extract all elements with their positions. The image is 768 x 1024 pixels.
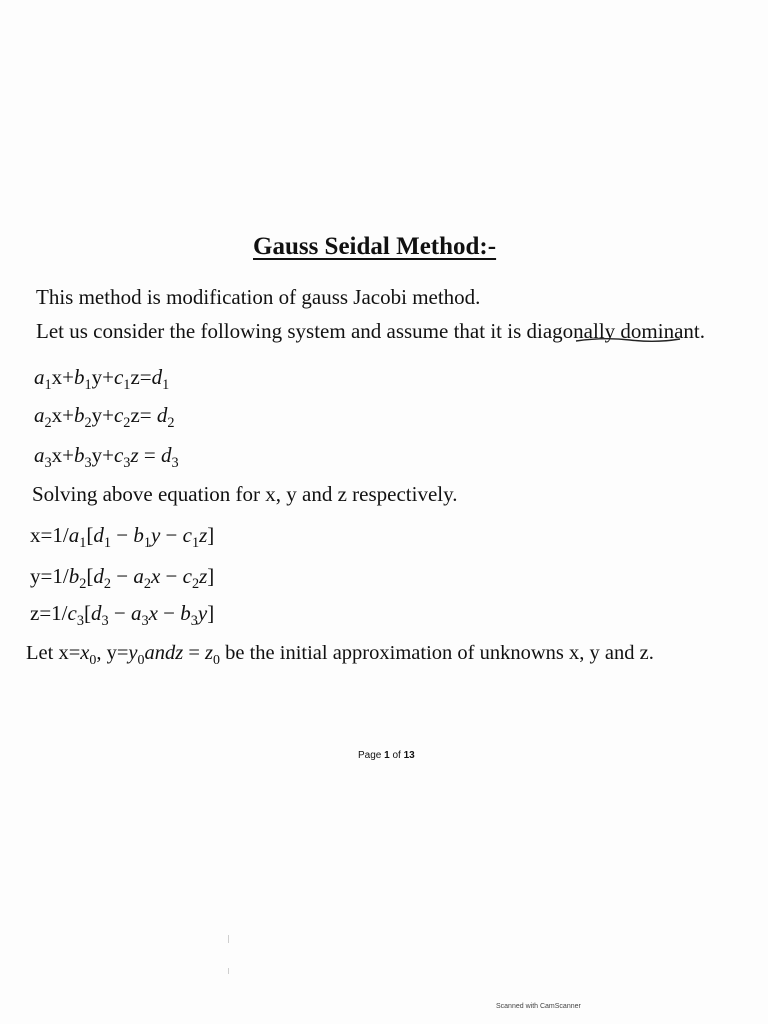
consider-underlined-1: gonally — [552, 319, 616, 343]
solution-x: $x=1/a_1[d_1 - b_1y - c_1z]$ — [30, 523, 215, 552]
page-number-footer: Page 1 of 13 — [358, 750, 415, 761]
solution-z: $z=1/c_3[d_3 - a_3x - b_3y]$ — [30, 601, 215, 630]
solving-paragraph: Solving above equation for x, y and z respectively. — [32, 482, 458, 506]
equation-2: $a_2x+b_2y+c_2z= d_2$ — [34, 403, 175, 432]
scan-artifact — [228, 968, 229, 974]
page-title: Gauss Seidal Method:- — [253, 233, 497, 260]
handwritten-underline-mark — [574, 335, 682, 345]
consider-suffix: minant. — [641, 319, 705, 343]
initial-approximation-paragraph: Let $x=x_0$, $y=y_0andz = z_0$ be the initial approximation of unknowns x, y and z. — [26, 642, 654, 669]
intro-paragraph: This method is modification of gauss Jacobi method. — [36, 285, 481, 309]
solution-y: $y=1/b_2[d_2 - a_2x - c_2z]$ — [30, 564, 215, 593]
equation-1: $a_1x+b_1y+c_1z=d_1$ — [34, 365, 170, 394]
scan-artifact — [228, 935, 229, 943]
consider-prefix: Let us consider the following system and assume that it is dia — [36, 319, 553, 343]
consider-underlined-2: do — [620, 319, 642, 343]
equation-3: $a_3x+b_3y+c_3z = d_3$ — [34, 443, 179, 472]
scanner-watermark: Scanned with CamScanner — [496, 1003, 581, 1010]
